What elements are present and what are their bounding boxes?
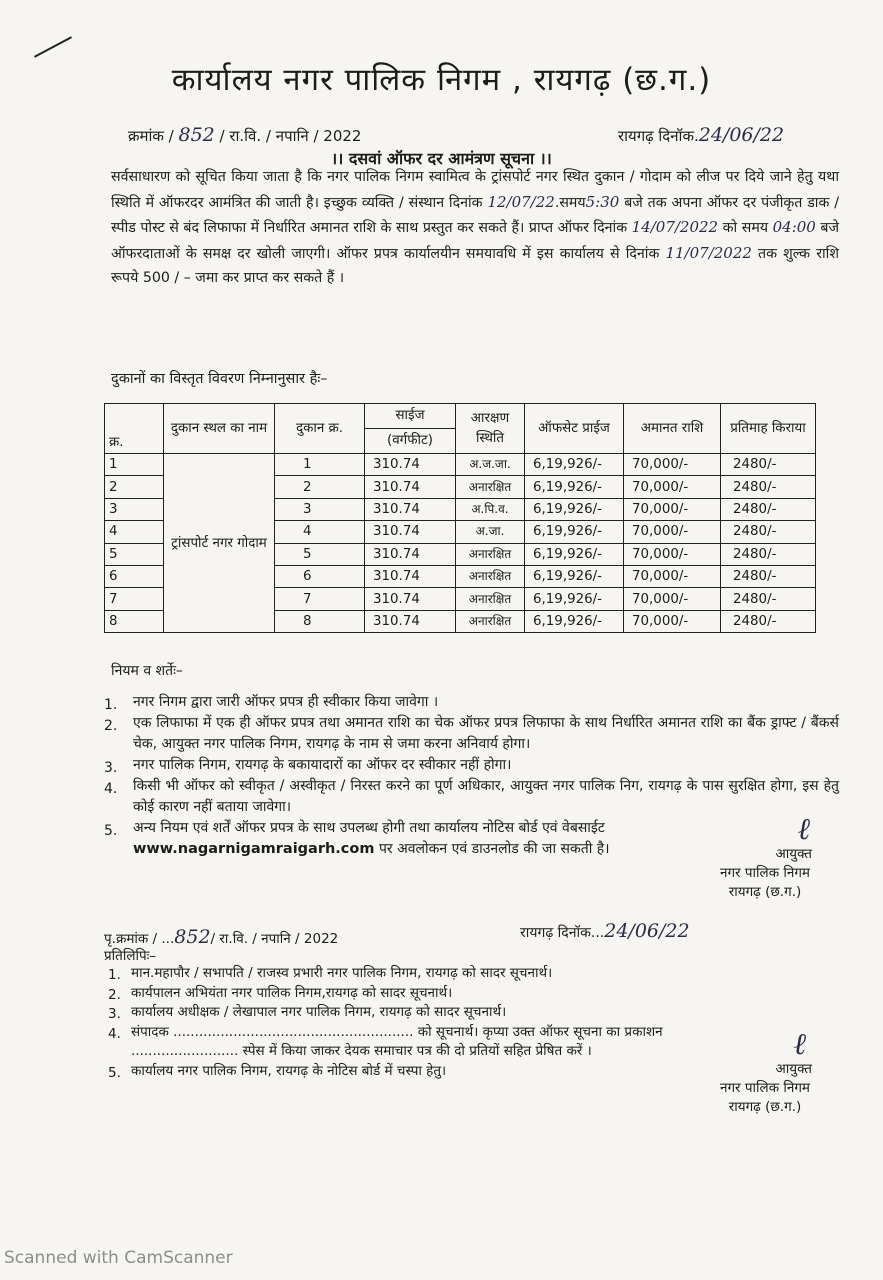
signature-scribble: ℓ [797,812,810,847]
cell-deposit: 70,000/- [624,498,721,520]
endorsement-date [520,920,690,942]
opening-date-handwritten: 14/07/2022 [631,218,719,236]
endorsement-date-handwritten: 24/06/22 [604,920,690,942]
cell-shop-no: 2 [275,476,365,498]
submission-date-handwritten: 12/07/22 [487,192,555,211]
header-size-top: साईज [365,404,455,429]
endorsement-date-label: रायगढ़ दिनॉक... [520,925,605,941]
date-label: रायगढ़ दिनॉक. [618,127,699,145]
cell-deposit: 70,000/- [624,476,721,498]
endorsement-reference [104,926,338,948]
scanner-watermark: Scanned with CamScanner [4,1248,233,1268]
cell-deposit: 70,000/- [624,610,721,632]
rule-item [104,713,839,755]
intro-text-5: बजे ऑफरदाताओं के समक्ष दर खोली जाएगी। ऑफर प्रपत्र कार्यालयीन समयावधि में इस कार्यालय से दिनांक [111,220,840,262]
signature-scribble: ℓ [793,1027,806,1062]
submission-time-handwritten: 5:30 [585,192,620,211]
header-size [365,404,456,454]
copy-text: संपादक ........................................................ को सूचनार्थ। कृप्या उक्त ऑफर सूचना का प्रकाशन ......................... स्पेस में किया जाकर देयक समाचार पत्र की दो प्रतियों सहित प्रेषित करें । [131,1023,663,1059]
ref-prefix: क्रमांक / [128,127,174,145]
cell-sn: 3 [105,498,164,520]
copy-number: 3. [108,1006,121,1022]
cell-reservation: अनारक्षित [456,543,525,565]
endorsement-ref-suffix: / रा.वि. / नपानि / 2022 [210,931,339,947]
cell-offset: 6,19,926/- [525,476,624,498]
signature-org: नगर पालिक निगम [719,865,811,881]
cell-deposit: 70,000/- [624,565,721,587]
copy-item [104,964,844,984]
cell-size: 310.74 [365,610,456,632]
header-sn: क्र. [105,404,164,454]
cell-deposit: 70,000/- [624,543,721,565]
copy-text: कार्यालय नगर पालिक निगम, रायगढ़ के नोटिस बोर्ड में चस्पा हेतु। [131,1062,447,1079]
cell-rent: 2480/- [721,565,816,587]
cell-rent: 2480/- [721,476,816,498]
rules-heading: नियम व शर्तेः– [111,663,183,679]
intro-paragraph [111,165,839,291]
signature-title: आयुक्त [775,846,812,862]
table-row [105,454,816,476]
rule-text: अन्य नियम एवं शर्तें ऑफर प्रपत्र के साथ उपलब्ध होगी तथा कार्यालय नोटिस बोर्ड एवं वेबसाईट [133,820,605,836]
cell-offset: 6,19,926/- [525,454,624,476]
cell-location: ट्रांसपोर्ट नगर गोदाम [164,454,275,633]
ref-suffix: / रा.वि. / नपानि / 2022 [219,127,362,145]
cell-size: 310.74 [365,498,456,520]
copies-heading: प्रतिलिपिः– [104,948,157,964]
endorsement-ref-number-handwritten: 852 [174,926,211,948]
rule-number: 5. [104,823,118,839]
rule-item [104,692,839,713]
rule-number: 4. [104,781,118,797]
cell-shop-no: 8 [275,610,365,632]
header-offset: ऑफसेट प्राईज [525,404,624,454]
cell-reservation: अनारक्षित [456,588,525,610]
intro-text-6: तक शुल्क राशि रूपये 500 / – जमा कर प्राप्त कर सकते हैं । [111,245,839,286]
signature-place: रायगढ़ (छ.ग.) [728,884,802,900]
cell-size: 310.74 [365,588,456,610]
header-size-bottom: (वर्गफीट) [387,433,433,448]
rule-item [104,776,839,818]
header-rent: प्रतिमाह किराया [721,404,816,454]
notice-subtitle: ।। दसवां ऑफर दर आमंत्रण सूचना ।। [331,149,552,168]
cell-rent: 2480/- [721,498,816,520]
cell-offset: 6,19,926/- [525,588,624,610]
cell-size: 310.74 [365,454,456,476]
intro-text-4: को समय [722,220,769,236]
copy-text: कार्यालय अधीक्षक / लेखापाल नगर पालिक निगम, रायगढ़ को सादर सूचनार्थ। [131,1004,507,1020]
date-handwritten: 24/06/22 [698,124,785,146]
copy-item [104,1003,844,1023]
cell-rent: 2480/- [721,543,816,565]
cell-deposit: 70,000/- [624,521,721,543]
cell-shop-no: 4 [275,521,365,543]
issue-date [618,124,784,146]
shops-heading: दुकानों का विस्तृत विवरण निम्नानुसार हैः– [111,371,328,387]
copy-item [104,984,844,1004]
cell-sn: 6 [105,565,164,587]
cell-size: 310.74 [365,565,456,587]
rule-number: 2. [104,718,118,734]
rule-text: एक लिफाफा में एक ही ऑफर प्रपत्र तथा अमानत राशि का चेक ऑफर प्रपत्र लिफाफा के साथ निर्धारित अमानत राशि का बैंक ड्राफ्ट / बैंकर्स चेक, आयुक्त नगर पालिक निगम, रायगढ़ के नाम से जमा करना अनिवार्य होगा। [133,715,839,752]
cell-offset: 6,19,926/- [525,543,624,565]
cell-sn: 7 [105,588,164,610]
cell-offset: 6,19,926/- [525,498,624,520]
cell-rent: 2480/- [721,454,816,476]
rule-text: नगर निगम द्वारा जारी ऑफर प्रपत्र ही स्वीकार किया जावेगा । [133,694,439,710]
rule-number: 1. [104,697,118,713]
header-deposit: अमानत राशि [624,404,721,454]
cell-rent: 2480/- [721,610,816,632]
header-shop-no: दुकान क्र. [275,404,365,454]
reference-number [128,124,361,146]
endorsement-ref-prefix: पृ.क्रमांक / ... [104,931,175,947]
rule-number: 3. [104,760,118,776]
cell-sn: 8 [105,610,164,632]
intro-text-2: .समय [554,194,586,211]
cell-reservation: अ.पि.व. [456,498,525,520]
header-location: दुकान स्थल का नाम [164,404,275,454]
cell-deposit: 70,000/- [624,588,721,610]
cell-size: 310.74 [365,543,456,565]
cell-offset: 6,19,926/- [525,610,624,632]
signature-block-1 [690,812,840,902]
cell-shop-no: 1 [275,454,365,476]
copy-text: मान.महापौर / सभापति / राजस्व प्रभारी नगर पालिक निगम, रायगढ़ को सादर सूचनार्थ। [131,965,553,981]
cell-reservation: अ.ज.जा. [456,454,525,476]
opening-time-handwritten: 04:00 [772,218,816,236]
website-link[interactable]: www.nagarnigamraigarh.com [133,841,375,857]
cell-reservation: अनारक्षित [456,565,525,587]
copy-text: कार्यपालन अभियंता नगर पालिक निगम,रायगढ़ को सादर सूचनार्थ। [131,984,453,1001]
form-deadline-handwritten: 11/07/2022 [665,243,752,262]
cell-size: 310.74 [365,476,456,498]
website-suffix: पर अवलोकन एवं डाउनलोड की जा सकती है। [378,841,610,857]
cell-rent: 2480/- [721,521,816,543]
cell-offset: 6,19,926/- [525,565,624,587]
copy-number: 5. [108,1064,121,1081]
rule-text: नगर पालिक निगम, रायगढ़ के बकायादारों का ऑफर दर स्वीकार नहीं होगा। [133,757,512,773]
shops-table [104,403,816,633]
cell-reservation: अनारक्षित [456,610,525,632]
signature-title: आयुक्त [775,1061,812,1077]
cell-shop-no: 3 [275,498,365,520]
rule-item [104,755,839,776]
cell-shop-no: 7 [275,588,365,610]
signature-org: नगर पालिक निगम [719,1080,811,1096]
copy-number: 4. [108,1025,121,1042]
copy-item [104,1023,711,1062]
cell-sn: 4 [105,521,164,543]
signature-place: रायगढ़ (छ.ग.) [728,1099,802,1115]
cell-shop-no: 6 [275,565,365,587]
intro-text-3: बजे तक अपना ऑफर दर पंजीकृत डाक / स्पीड पोस्ट से बंद लिफाफा में निर्धारित अमानत राशि के साथ प्रस्तुत कर सकते हैं। प्राप्त ऑफर दिनांक [111,194,839,236]
intro-text-1: सर्वसाधारण को सूचित किया जाता है कि नगर पालिक निगम स्वामित्व के ट्रांसपोर्ट नगर स्थित दुकान / गोदाम को लीज पर दिये जाने हेतु यथा स्थिति में ऑफरदर आमंत्रित की जाती है। इच्छुक व्यक्ति / संस्थान दिनांक [111,169,839,211]
signature-block-2 [690,1027,840,1117]
cell-rent: 2480/- [721,588,816,610]
copy-number: 1. [108,967,121,983]
cell-shop-no: 5 [275,543,365,565]
office-title: कार्यालय नगर पालिक निगम , रायगढ़ (छ.ग.) [171,62,712,98]
cell-sn: 5 [105,543,164,565]
rule-text: किसी भी ऑफर को स्वीकृत / अस्वीकृत / निरस्त करने का पूर्ण अधिकार, आयुक्त नगर पालिक निग, रायगढ़ के पास सुरक्षित होगा, इस हेतु कोई कारण नहीं बताया जावेगा। [133,778,839,815]
pen-mark [34,36,72,57]
cell-sn: 2 [105,476,164,498]
copy-number: 2. [108,986,121,1003]
table-header-row [105,404,816,454]
header-reservation: आरक्षण स्थिति [456,404,525,454]
cell-offset: 6,19,926/- [525,521,624,543]
cell-sn: 1 [105,454,164,476]
cell-reservation: अनारक्षित [456,476,525,498]
cell-reservation: अ.जा. [456,521,525,543]
cell-deposit: 70,000/- [624,454,721,476]
ref-number-handwritten: 852 [178,124,215,146]
cell-size: 310.74 [365,521,456,543]
